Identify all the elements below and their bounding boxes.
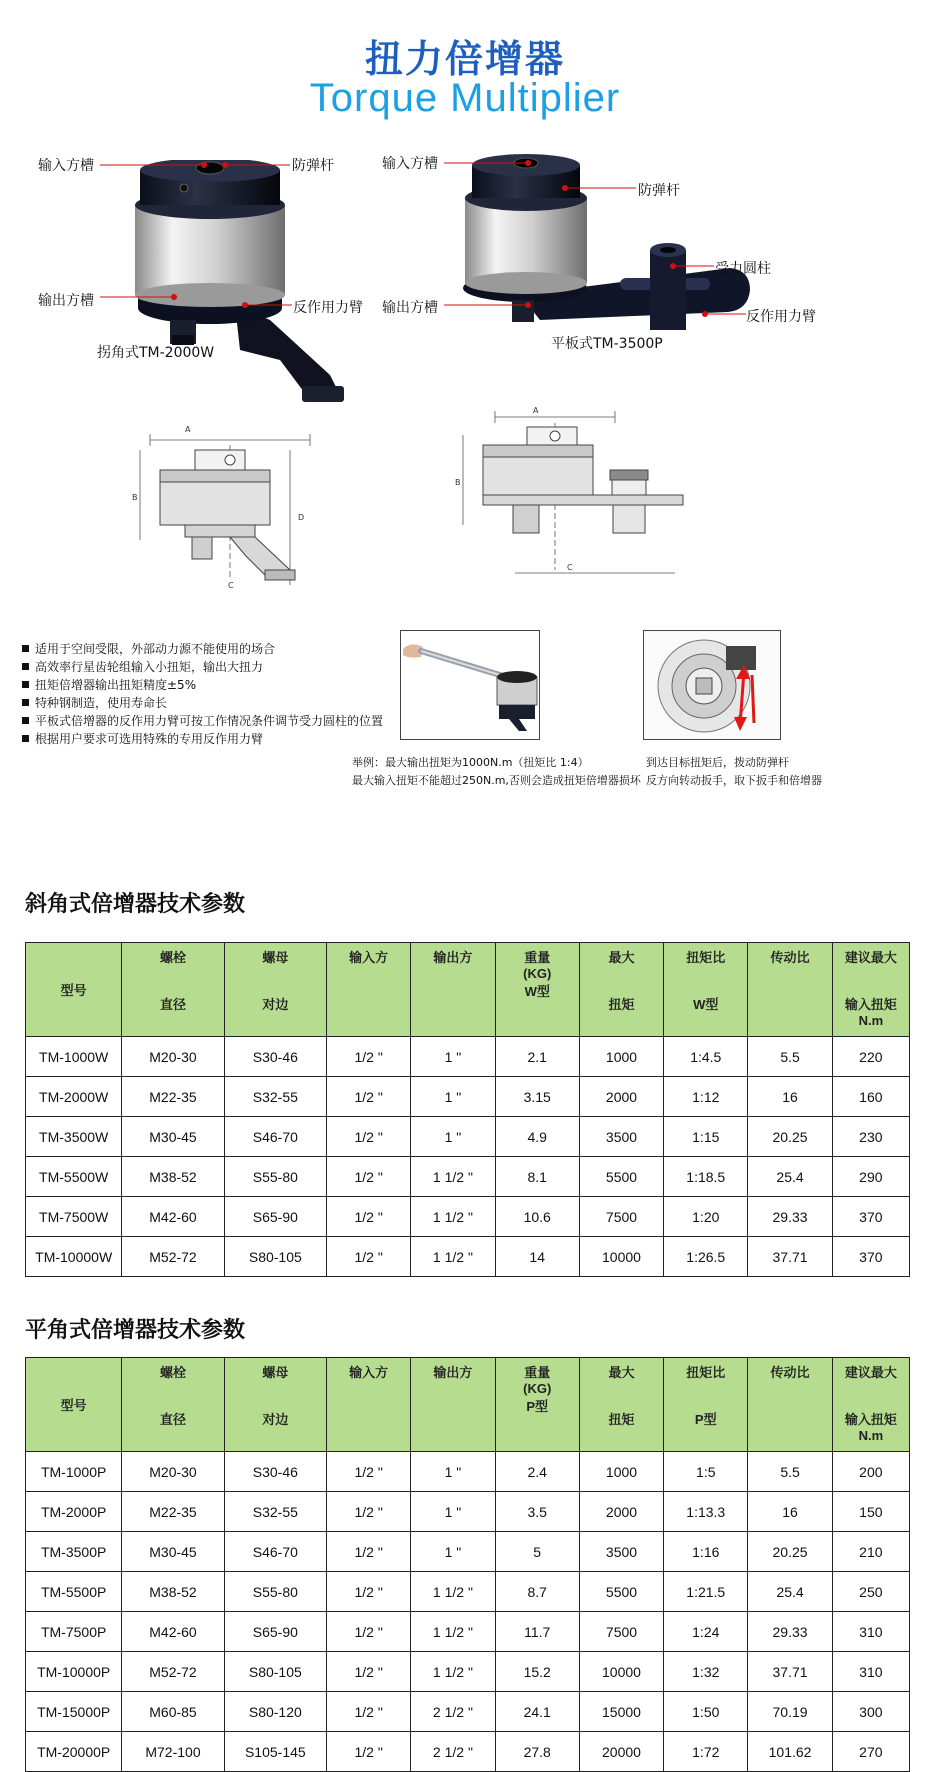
table-cell: 2.4 [495, 1452, 579, 1492]
table-cell: 370 [832, 1197, 909, 1237]
table-row [26, 1197, 910, 1237]
table-cell: TM-5500W [26, 1157, 122, 1197]
table-cell: 2000 [579, 1077, 663, 1117]
table-cell: 1 1/2 " [411, 1237, 495, 1277]
table-cell: S46-70 [224, 1117, 326, 1157]
table-cell: 7500 [579, 1612, 663, 1652]
feature-item: 平板式倍增器的反作用力臂可按工作情况条件调节受力圆柱的位置 [22, 712, 422, 730]
table-cell: 1:72 [664, 1732, 748, 1772]
table-cell: S32-55 [224, 1492, 326, 1532]
table-cell: M20-30 [122, 1037, 224, 1077]
table-cell: TM-10000W [26, 1237, 122, 1277]
table-cell: 1:21.5 [664, 1572, 748, 1612]
table-cell: 1/2 " [327, 1197, 411, 1237]
col-header-max-torque: 最大 扭矩 [579, 943, 663, 1037]
table-cell: 1000 [579, 1037, 663, 1077]
col-header-recommended: 建议最大 输入扭矩 N.m [832, 1358, 909, 1452]
example-note-2: 最大输入扭矩不能超过250N.m,否则会造成扭矩倍增器损坏 [352, 774, 641, 787]
dim-label-c: C [228, 581, 234, 590]
callout-line [100, 160, 210, 170]
table-cell: 3500 [579, 1532, 663, 1572]
table-row [26, 1612, 910, 1652]
table-cell: 1/2 " [327, 1492, 411, 1532]
table-cell: 310 [832, 1612, 909, 1652]
col-header-transmission: 传动比 [748, 1358, 832, 1452]
feature-item: 根据用户要求可选用特殊的专用反作用力臂 [22, 730, 422, 748]
col-header-nut: 螺母 对边 [224, 1358, 326, 1452]
table-cell: TM-20000P [26, 1732, 122, 1772]
table-cell: M22-35 [122, 1077, 224, 1117]
dim-label-b: B [455, 478, 461, 487]
table-cell: 10000 [579, 1652, 663, 1692]
caption-tm-2000w: 拐角式TM-2000W [97, 345, 215, 361]
col-header-ratio: 扭矩比 P型 [664, 1358, 748, 1452]
table-cell: 1/2 " [327, 1452, 411, 1492]
table-cell: 1 1/2 " [411, 1572, 495, 1612]
table-cell: 160 [832, 1077, 909, 1117]
table-cell: 1/2 " [327, 1732, 411, 1772]
callout-line [668, 261, 716, 271]
table-cell: S55-80 [224, 1157, 326, 1197]
table-cell: S30-46 [224, 1452, 326, 1492]
section-title-p: 平角式倍增器技术参数 [25, 1318, 246, 1343]
callout-output-square-left: 输出方槽 [38, 293, 94, 309]
table-cell: 8.7 [495, 1572, 579, 1612]
col-header-weight: 重量 (KG) W型 [495, 943, 579, 1037]
table-cell: 37.71 [748, 1237, 832, 1277]
table-cell: S105-145 [224, 1732, 326, 1772]
table-cell: 1:15 [664, 1117, 748, 1157]
table-cell: 1 " [411, 1037, 495, 1077]
feature-list [22, 640, 422, 748]
table-cell: 10.6 [495, 1197, 579, 1237]
callout-input-square-right: 输入方槽 [382, 156, 438, 172]
col-header-max-torque: 最大 扭矩 [579, 1358, 663, 1452]
table-row [26, 1692, 910, 1732]
table-cell: 1/2 " [327, 1692, 411, 1732]
table-cell: 5500 [579, 1572, 663, 1612]
table-cell: 25.4 [748, 1157, 832, 1197]
col-header-recommended: 建议最大 输入扭矩 N.m [832, 943, 909, 1037]
usage-photo-release [643, 630, 781, 740]
callout-reaction-arm-right: 反作用力臂 [746, 309, 816, 325]
caption-tm-3500p: 平板式TM-3500P [551, 336, 663, 352]
table-cell: 300 [832, 1692, 909, 1732]
table-cell: 270 [832, 1732, 909, 1772]
table-cell: 290 [832, 1157, 909, 1197]
dim-label-b: B [132, 493, 138, 502]
table-cell: S55-80 [224, 1572, 326, 1612]
table-cell: 1 " [411, 1452, 495, 1492]
table-cell: 250 [832, 1572, 909, 1612]
table-cell: 150 [832, 1492, 909, 1532]
table-cell: 2.1 [495, 1037, 579, 1077]
dim-label-d: D [298, 513, 305, 522]
usage-photo-wrench [400, 630, 540, 740]
table-cell: TM-3500P [26, 1532, 122, 1572]
table-cell: 200 [832, 1452, 909, 1492]
table-cell: 1:50 [664, 1692, 748, 1732]
table-cell: 1 1/2 " [411, 1197, 495, 1237]
table-cell: 1/2 " [327, 1532, 411, 1572]
table-cell: 15000 [579, 1692, 663, 1732]
table-cell: 7500 [579, 1197, 663, 1237]
table-cell: M30-45 [122, 1532, 224, 1572]
example-note-1: 举例：最大输出扭矩为1000N.m（扭矩比 1:4） [352, 756, 589, 769]
product-photo-tm-2000w [130, 160, 350, 410]
table-cell: 1000 [579, 1452, 663, 1492]
table-row [26, 1237, 910, 1277]
table-cell: 1 1/2 " [411, 1157, 495, 1197]
col-header-input: 输入方 [327, 943, 411, 1037]
table-cell: 1 " [411, 1492, 495, 1532]
table-cell: 1:20 [664, 1197, 748, 1237]
dimension-drawing-w [130, 420, 330, 590]
col-header-output: 输出方 [411, 1358, 495, 1452]
table-cell: 1/2 " [327, 1077, 411, 1117]
page-title-en: Torque Multiplier [309, 76, 621, 120]
col-header-model: 型号 [26, 943, 122, 1037]
table-row [26, 1652, 910, 1692]
callout-input-square-left: 输入方槽 [38, 158, 94, 174]
table-cell: TM-1000P [26, 1452, 122, 1492]
table-cell: 4.9 [495, 1117, 579, 1157]
callout-line [700, 309, 748, 319]
table-cell: 1/2 " [327, 1652, 411, 1692]
table-cell: M38-52 [122, 1572, 224, 1612]
table-cell: 230 [832, 1117, 909, 1157]
table-cell: 1/2 " [327, 1157, 411, 1197]
table-cell: 1/2 " [327, 1037, 411, 1077]
table-cell: TM-2000W [26, 1077, 122, 1117]
table-cell: 101.62 [748, 1732, 832, 1772]
feature-item: 适用于空间受限，外部动力源不能使用的场合 [22, 640, 422, 658]
table-cell: 1/2 " [327, 1572, 411, 1612]
table-cell: 5500 [579, 1157, 663, 1197]
table-row [26, 1037, 910, 1077]
table-cell: 370 [832, 1237, 909, 1277]
table-cell: M22-35 [122, 1492, 224, 1532]
table-row [26, 1572, 910, 1612]
table-cell: 1 1/2 " [411, 1612, 495, 1652]
table-cell: TM-2000P [26, 1492, 122, 1532]
table-cell: 1:26.5 [664, 1237, 748, 1277]
table-cell: 1:13.3 [664, 1492, 748, 1532]
table-cell: M38-52 [122, 1157, 224, 1197]
table-cell: 20.25 [748, 1117, 832, 1157]
callout-output-square-right: 输出方槽 [382, 300, 438, 316]
table-row [26, 1157, 910, 1197]
table-row [26, 1532, 910, 1572]
col-header-weight: 重量 (KG) P型 [495, 1358, 579, 1452]
table-cell: M42-60 [122, 1197, 224, 1237]
table-cell: S80-105 [224, 1237, 326, 1277]
table-cell: 70.19 [748, 1692, 832, 1732]
table-cell: M60-85 [122, 1692, 224, 1732]
table-cell: 25.4 [748, 1572, 832, 1612]
table-cell: 10000 [579, 1237, 663, 1277]
table-cell: 15.2 [495, 1652, 579, 1692]
col-header-output: 输出方 [411, 943, 495, 1037]
product-photo-tm-3500p [460, 150, 760, 350]
callout-bolt-right: 防弹杆 [638, 183, 680, 199]
table-cell: 310 [832, 1652, 909, 1692]
table-cell: 5.5 [748, 1037, 832, 1077]
callout-line [100, 292, 180, 302]
table-cell: 210 [832, 1532, 909, 1572]
table-cell: S30-46 [224, 1037, 326, 1077]
table-cell: TM-5500P [26, 1572, 122, 1612]
table-cell: M42-60 [122, 1612, 224, 1652]
col-header-ratio: 扭矩比 W型 [664, 943, 748, 1037]
table-row [26, 1452, 910, 1492]
table-cell: S80-105 [224, 1652, 326, 1692]
table-cell: M52-72 [122, 1237, 224, 1277]
table-cell: S80-120 [224, 1692, 326, 1732]
table-cell: TM-15000P [26, 1692, 122, 1732]
table-cell: 14 [495, 1237, 579, 1277]
table-cell: 1 " [411, 1077, 495, 1117]
table-cell: 3.5 [495, 1492, 579, 1532]
callout-reaction-arm-left: 反作用力臂 [293, 300, 363, 316]
table-cell: TM-3500W [26, 1117, 122, 1157]
table-cell: 1:24 [664, 1612, 748, 1652]
table-cell: S32-55 [224, 1077, 326, 1117]
table-cell: 1:12 [664, 1077, 748, 1117]
col-header-bolt: 螺栓 直径 [122, 943, 224, 1037]
table-cell: 1 " [411, 1532, 495, 1572]
table-cell: S46-70 [224, 1532, 326, 1572]
table-cell: 1:18.5 [664, 1157, 748, 1197]
dim-label-a: A [533, 406, 539, 415]
table-cell: 220 [832, 1037, 909, 1077]
callout-line [444, 300, 534, 310]
feature-item: 扭矩倍增器输出扭矩精度±5% [22, 676, 422, 694]
table-cell: M20-30 [122, 1452, 224, 1492]
table-cell: 2000 [579, 1492, 663, 1532]
table-cell: TM-1000W [26, 1037, 122, 1077]
table-cell: TM-7500W [26, 1197, 122, 1237]
table-cell: 16 [748, 1492, 832, 1532]
table-cell: S65-90 [224, 1612, 326, 1652]
col-header-bolt: 螺栓 直径 [122, 1358, 224, 1452]
table-cell: M52-72 [122, 1652, 224, 1692]
table-cell: S65-90 [224, 1197, 326, 1237]
table-cell: 2 1/2 " [411, 1692, 495, 1732]
col-header-nut: 螺母 对边 [224, 943, 326, 1037]
col-header-input: 输入方 [327, 1358, 411, 1452]
table-cell: 11.7 [495, 1612, 579, 1652]
col-header-model: 型号 [26, 1358, 122, 1452]
section-title-w: 斜角式倍增器技术参数 [25, 892, 246, 917]
table-cell: 5.5 [748, 1452, 832, 1492]
callout-line [220, 160, 292, 170]
table-cell: 1/2 " [327, 1237, 411, 1277]
table-cell: TM-7500P [26, 1612, 122, 1652]
dimension-drawing-p [455, 405, 695, 585]
table-cell: 27.8 [495, 1732, 579, 1772]
table-row [26, 1492, 910, 1532]
table-cell: M30-45 [122, 1117, 224, 1157]
table-cell: 29.33 [748, 1197, 832, 1237]
table-cell: 1/2 " [327, 1612, 411, 1652]
table-cell: TM-10000P [26, 1652, 122, 1692]
table-cell: 2 1/2 " [411, 1732, 495, 1772]
feature-item: 高效率行星齿轮组输入小扭矩，输出大扭力 [22, 658, 422, 676]
table-cell: 37.71 [748, 1652, 832, 1692]
table-row [26, 1117, 910, 1157]
table-cell: 16 [748, 1077, 832, 1117]
table-cell: M72-100 [122, 1732, 224, 1772]
table-cell: 24.1 [495, 1692, 579, 1732]
table-cell: 20000 [579, 1732, 663, 1772]
release-note-2: 反方向转动扳手，取下扳手和倍增器 [646, 774, 822, 787]
feature-item: 特种钢制造，使用寿命长 [22, 694, 422, 712]
release-note-1: 到达目标扭矩后，拨动防弹杆 [646, 756, 789, 769]
callout-column-right: 受力圆柱 [715, 261, 771, 277]
table-cell: 1 1/2 " [411, 1652, 495, 1692]
table-cell: 3.15 [495, 1077, 579, 1117]
table-cell: 8.1 [495, 1157, 579, 1197]
table-cell: 1 " [411, 1117, 495, 1157]
table-cell: 1:5 [664, 1452, 748, 1492]
page-title-cn: 扭力倍增器 [364, 37, 565, 81]
table-cell: 20.25 [748, 1532, 832, 1572]
table-cell: 1:16 [664, 1532, 748, 1572]
callout-bolt-left: 防弹杆 [292, 158, 334, 174]
table-cell: 3500 [579, 1117, 663, 1157]
table-cell: 29.33 [748, 1612, 832, 1652]
spec-table-w [25, 942, 910, 1277]
table-cell: 1:4.5 [664, 1037, 748, 1077]
table-cell: 5 [495, 1532, 579, 1572]
table-cell: 1:32 [664, 1652, 748, 1692]
col-header-transmission: 传动比 [748, 943, 832, 1037]
table-row [26, 1077, 910, 1117]
callout-line [444, 158, 534, 168]
table-row [26, 1732, 910, 1772]
callout-line [240, 300, 294, 310]
dim-label-a: A [185, 425, 191, 434]
callout-line [560, 183, 638, 193]
table-cell: 1/2 " [327, 1117, 411, 1157]
spec-table-p [25, 1357, 910, 1772]
dim-label-c: C [567, 563, 573, 572]
